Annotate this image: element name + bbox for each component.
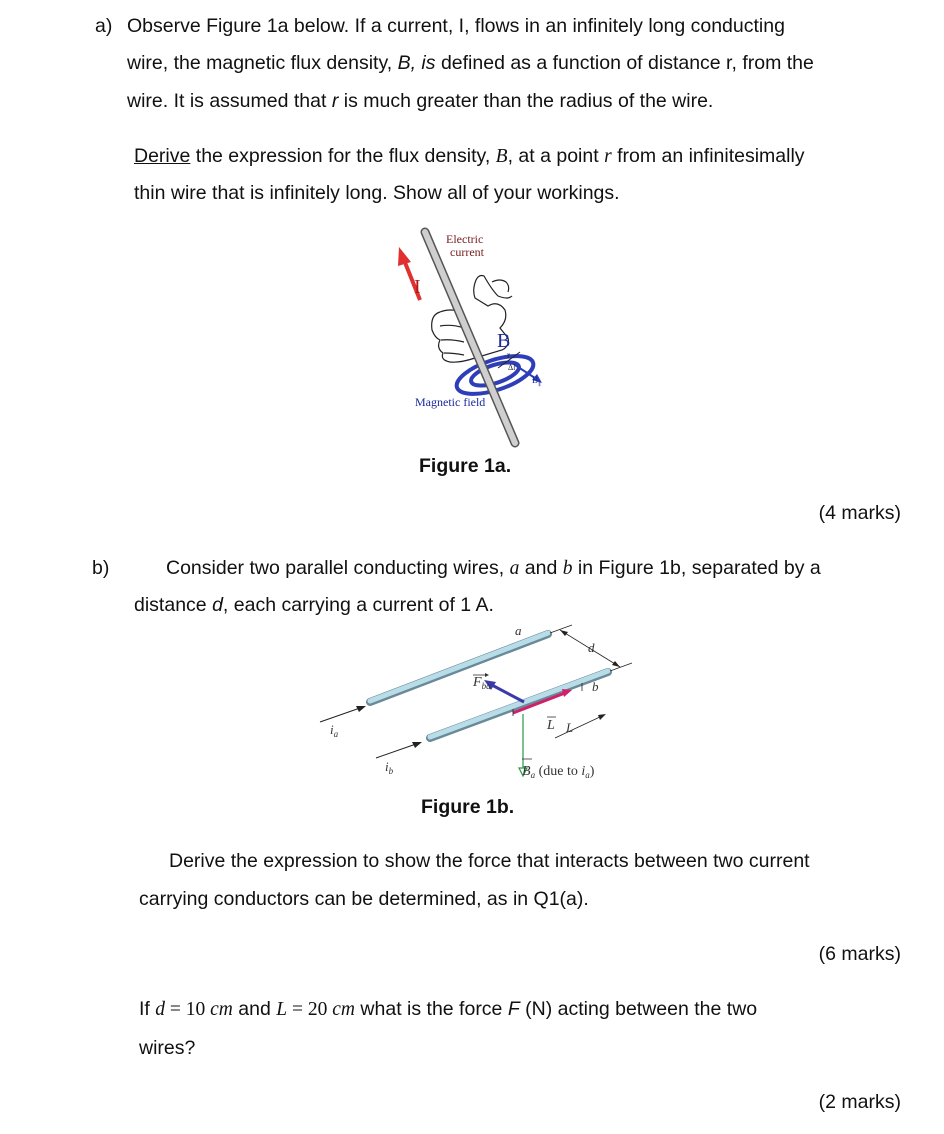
length-dimension [555,716,602,738]
current-b-arrow [376,744,416,758]
part-a-line-2: wire, the magnetic flux density, B, is defined as a function of distance r, from the [127,52,814,74]
part-b-derive-line-2: carrying conductors can be determined, as in Q1(a). [139,888,589,910]
part-a-task-line-2: thin wire that is infinitely long. Show all of your workings. [134,182,620,204]
figure-1a [380,220,580,455]
force-label: $F_{ba}$ [473,675,491,691]
part-a-line-1: Observe Figure 1a below. If a current, I, flows in an infinitely long conducting [127,15,785,37]
part-b-question-line-2: wires? [139,1037,196,1059]
wire-b-label: b [592,679,599,694]
figure-1b-caption: Figure 1b. [421,796,515,818]
radius-symbol: r [507,350,510,360]
part-b-question-line-1: If d = 10 cm and L = 20 cm what is the force F (N) acting between the two [139,998,758,1020]
part-b-derive-marks: (6 marks) [818,943,901,965]
force-arrow [490,684,524,702]
field-label: $B_a$ (due to $i_a$) [522,764,595,780]
part-a-label: a) [95,15,113,37]
part-b-line-1: Consider two parallel conducting wires, a and b in Figure 1b, separated by a [166,557,821,579]
wire-a [370,633,548,702]
length-vector-label: L [547,718,555,733]
part-b-line-2: distance d, each carrying a current of 1 A. [134,594,494,616]
part-b-label: b) [92,557,110,579]
current-label: current [450,245,484,259]
part-a-line-3: wire. It is assumed that r is much greater than the radius of the wire. [127,90,714,112]
field-symbol: B [497,330,511,352]
current-b-label: $i_b$ [385,759,394,776]
figure-1a-caption: Figure 1a. [419,455,512,477]
wire-b [430,671,608,738]
part-b-derive-line-1: Derive the expression to show the force that interacts between two current [169,850,810,872]
current-symbol: I [414,276,421,298]
b-parallel-symbol: $B_\parallel$ [532,375,542,387]
length-label: L [566,720,574,735]
wire-a-label: a [515,623,522,638]
figure-1b [310,620,640,790]
electric-label: Electric [446,232,484,246]
current-a-label: $i_a$ [330,722,339,739]
separation-label: d [588,640,595,655]
delta-l-symbol: Δl [508,363,516,372]
current-a-arrow [320,708,360,722]
part-b-force-marks: (2 marks) [818,1091,901,1113]
part-a-marks: (4 marks) [818,502,901,524]
part-a-task-line-1: Derive the expression for the flux density, B, at a point r from an infinitesimally [134,145,805,167]
magnetic-field-label: Magnetic field [415,395,486,409]
